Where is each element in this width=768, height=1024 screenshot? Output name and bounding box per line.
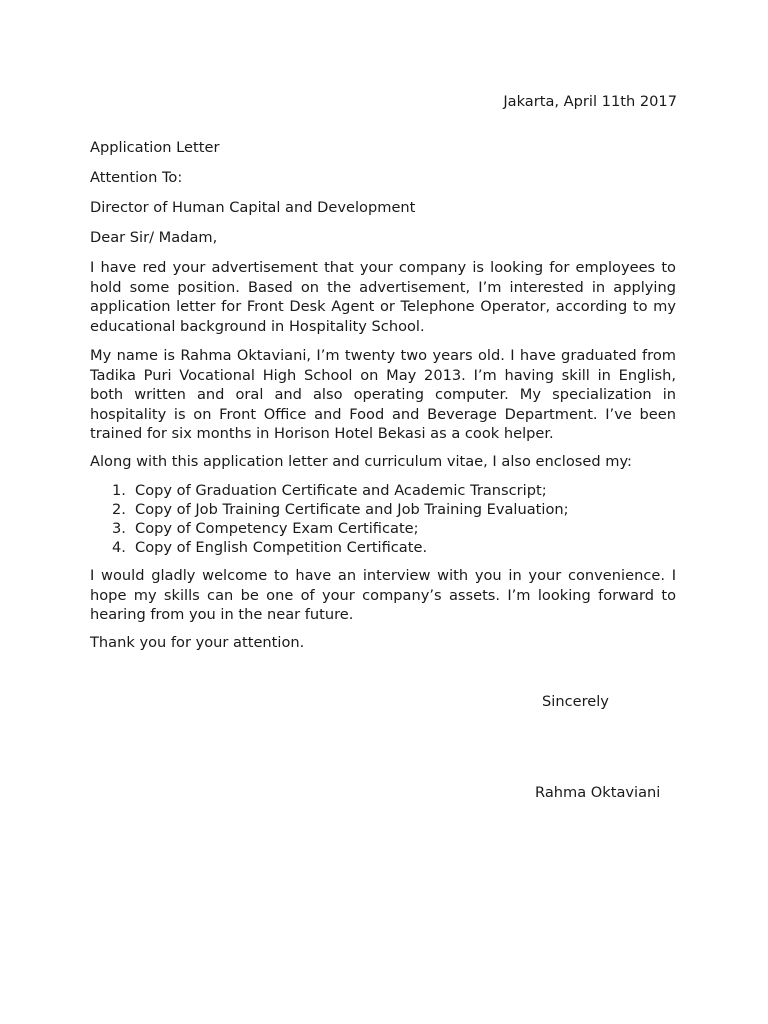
list-item-number: 4.	[112, 539, 126, 556]
attention-line: Attention To:	[90, 169, 183, 186]
list-item	[90, 519, 569, 538]
list-item-number: 1.	[112, 482, 126, 499]
enclosure-intro: Along with this application letter and curriculum vitae, I also enclosed my:	[90, 453, 632, 470]
letter-date: Jakarta, April 11th 2017	[503, 93, 677, 110]
thanks-line: Thank you for your attention.	[90, 634, 305, 651]
signature-name: Rahma Oktaviani	[535, 784, 661, 801]
recipient-line: Director of Human Capital and Development	[90, 199, 416, 216]
list-item	[90, 481, 569, 500]
profile-paragraph: My name is Rahma Oktaviani, I’m twenty two years old. I have graduated from Tadika Puri Vocational High School on May 2013. I’m having skill in English, both written and oral and also operating computer. My specialization in hospitality is on Front Office and Food and Beverage Department. I’ve been trained for six months in Horison Hotel Bekasi as a cook helper.	[90, 347, 676, 442]
enclosure-list	[90, 481, 569, 557]
list-item	[90, 538, 569, 557]
interview-paragraph: I would gladly welcome to have an interview with you in your convenience. I hope my skills can be one of your company’s assets. I’m looking forward to hearing from you in the near future.	[90, 567, 676, 623]
list-item-number: 2.	[112, 501, 126, 518]
list-item-text: Copy of Graduation Certificate and Academic Transcript;	[135, 482, 547, 499]
closing-line: Sincerely	[542, 693, 609, 710]
letter-subject: Application Letter	[90, 139, 220, 156]
list-item-text: Copy of Job Training Certificate and Job Training Evaluation;	[135, 501, 569, 518]
salutation: Dear Sir/ Madam,	[90, 229, 218, 246]
list-item-text: Copy of Competency Exam Certificate;	[135, 520, 419, 537]
intro-paragraph: I have red your advertisement that your company is looking for employees to hold some position. Based on the advertisement, I’m interested in applying application letter for Front Desk Agent or Telephone Operator, according to my educational background in Hospitality School.	[90, 259, 676, 335]
list-item-text: Copy of English Competition Certificate.	[135, 539, 428, 556]
list-item	[90, 500, 569, 519]
list-item-number: 3.	[112, 520, 126, 537]
